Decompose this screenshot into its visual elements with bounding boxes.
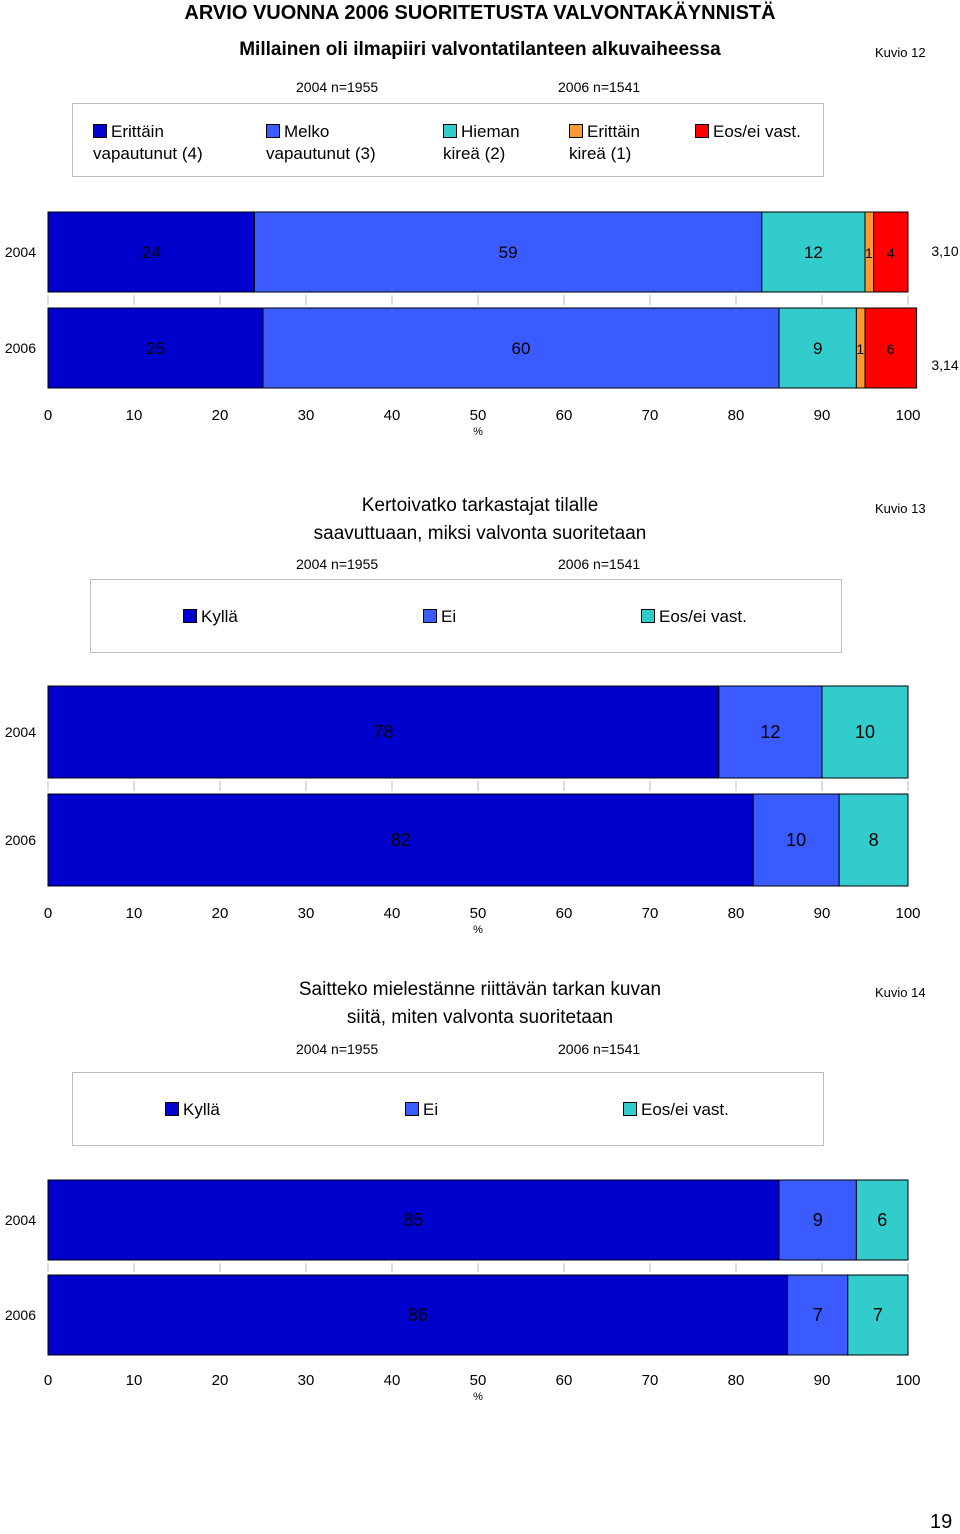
x-tick-label: 50	[469, 1372, 487, 1389]
x-tick-label: 0	[43, 905, 53, 922]
data-label: 7	[812, 1305, 823, 1325]
legend-item-melko-vapautunut	[266, 121, 376, 165]
x-tick-label: 80	[727, 1372, 745, 1389]
x-tick-label: 70	[641, 905, 659, 922]
data-label: 8	[868, 830, 879, 850]
legend-label: Ei	[423, 1100, 439, 1119]
legend-label-line1: Erittäin	[111, 122, 164, 141]
x-tick-label: 10	[125, 905, 143, 922]
legend-swatch-icon	[641, 609, 655, 623]
chart2-title-line1: Kertoivatko tarkastajat tilalle	[361, 495, 599, 516]
x-tick-label: 40	[383, 1372, 401, 1389]
x-tick-label: 80	[727, 905, 745, 922]
legend-label-line2: vapautunut (3)	[266, 144, 376, 163]
data-label: 1	[865, 245, 873, 261]
chart2-title	[250, 492, 710, 548]
chart2-kuvio-label: Kuvio 13	[875, 501, 926, 516]
x-tick-label: 60	[555, 1372, 573, 1389]
category-label-2006: 2006	[4, 340, 36, 356]
x-tick-label: 80	[727, 407, 745, 424]
legend-item-hieman-kirea	[443, 121, 520, 165]
legend-swatch-icon	[695, 124, 709, 138]
chart1-plot	[0, 190, 960, 450]
legend-item-eos	[695, 121, 801, 143]
data-label: 12	[803, 243, 823, 262]
data-label: 1	[856, 341, 865, 357]
data-label: 6	[886, 341, 895, 357]
data-label: 4	[886, 245, 895, 261]
x-tick-label: 0	[43, 1372, 53, 1389]
legend-label: Kyllä	[183, 1100, 220, 1119]
category-label-2006: 2006	[4, 1307, 36, 1323]
x-tick-label: 60	[555, 905, 573, 922]
chart3-title-line1: Saitteko mielestänne riittävän tarkan kuvan	[298, 979, 662, 1000]
legend-item-erittain-vapautunut	[93, 121, 203, 165]
data-label: 9	[812, 339, 823, 358]
x-tick-label: 70	[641, 1372, 659, 1389]
x-tick-label: 30	[297, 1372, 315, 1389]
legend-label-line1: Eos/ei vast.	[713, 122, 801, 141]
legend-item-ei	[405, 1099, 438, 1121]
legend-swatch-icon	[405, 1102, 419, 1116]
chart3-n-2006: 2006 n=1541	[558, 1041, 641, 1057]
x-tick-label: 60	[555, 407, 573, 424]
data-label: 12	[760, 722, 781, 742]
legend-swatch-icon	[623, 1102, 637, 1116]
chart2-title-line2: saavuttuaan, miksi valvonta suoritetaan	[313, 523, 647, 544]
legend-label: Ei	[441, 607, 457, 626]
data-label: 24	[141, 243, 161, 262]
x-tick-label: 30	[297, 905, 315, 922]
data-label: 9	[812, 1210, 823, 1230]
x-tick-label: 100	[895, 905, 921, 922]
legend-swatch-icon	[266, 124, 280, 138]
legend-swatch-icon	[569, 124, 583, 138]
x-tick-label: 50	[469, 905, 487, 922]
data-label: 25	[146, 339, 165, 358]
legend-label: Eos/ei vast.	[641, 1100, 729, 1119]
legend-swatch-icon	[93, 124, 107, 138]
legend-item-kylla	[165, 1099, 220, 1121]
category-label-2004: 2004	[4, 244, 36, 260]
x-tick-label: 90	[813, 407, 831, 424]
x-axis-label: %	[473, 426, 483, 438]
legend-swatch-icon	[443, 124, 457, 138]
data-label: 78	[373, 722, 394, 742]
legend-item-ei	[423, 606, 456, 628]
chart1-n-2004: 2004 n=1955	[296, 79, 379, 95]
page-title: ARVIO VUONNA 2006 SUORITETUSTA VALVONTAKÄYNNISTÄ	[184, 2, 776, 24]
chart3-legend	[72, 1072, 824, 1146]
legend-item-eos	[623, 1099, 729, 1121]
legend-label-line1: Hieman	[461, 122, 520, 141]
x-tick-label: 20	[211, 905, 229, 922]
legend-label: Eos/ei vast.	[659, 607, 747, 626]
average-label: 3,10	[931, 243, 959, 259]
chart3-n-2004: 2004 n=1955	[296, 1041, 379, 1057]
legend-label-line2: kireä (2)	[443, 144, 506, 163]
legend-item-erittain-kirea	[569, 121, 640, 165]
chart3-title-line2: siitä, miten valvonta suoritetaan	[346, 1007, 614, 1028]
data-label: 82	[390, 830, 411, 850]
category-label-2004: 2004	[4, 1212, 36, 1228]
legend-label-line2: kireä (1)	[569, 144, 632, 163]
x-tick-label: 90	[813, 1372, 831, 1389]
chart1-n-2006: 2006 n=1541	[558, 79, 641, 95]
data-label: 85	[403, 1210, 424, 1230]
legend-item-kylla	[183, 606, 238, 628]
chart2-n-2004: 2004 n=1955	[296, 556, 379, 572]
data-label: 59	[498, 243, 518, 262]
page-number: 19	[930, 1511, 953, 1533]
average-label: 3,14	[931, 357, 959, 373]
x-tick-label: 0	[43, 407, 53, 424]
data-label: 86	[407, 1305, 428, 1325]
x-tick-label: 20	[211, 1372, 229, 1389]
x-tick-label: 50	[469, 407, 487, 424]
x-axis-label: %	[473, 1391, 483, 1403]
x-tick-label: 40	[383, 407, 401, 424]
legend-label-line2: vapautunut (4)	[93, 144, 203, 163]
x-tick-label: 100	[895, 407, 921, 424]
chart3-plot	[0, 1165, 960, 1415]
chart1-kuvio-label: Kuvio 12	[875, 45, 926, 60]
chart1-legend	[72, 103, 824, 177]
data-label: 60	[511, 339, 531, 358]
legend-swatch-icon	[165, 1102, 179, 1116]
legend-item-eos	[641, 606, 747, 628]
category-label-2006: 2006	[4, 832, 36, 848]
legend-swatch-icon	[183, 609, 197, 623]
legend-label-line1: Erittäin	[587, 122, 640, 141]
data-label: 7	[872, 1305, 883, 1325]
category-label-2004: 2004	[4, 724, 36, 740]
x-tick-label: 30	[297, 407, 315, 424]
legend-label: Kyllä	[201, 607, 238, 626]
x-tick-label: 100	[895, 1372, 921, 1389]
legend-label-line1: Melko	[284, 122, 330, 141]
x-axis-label: %	[473, 924, 483, 936]
legend-swatch-icon	[423, 609, 437, 623]
x-tick-label: 40	[383, 905, 401, 922]
x-tick-label: 20	[211, 407, 229, 424]
data-label: 10	[786, 830, 807, 850]
x-tick-label: 10	[125, 1372, 143, 1389]
chart3-title	[230, 976, 730, 1032]
x-tick-label: 10	[125, 407, 143, 424]
data-label: 10	[854, 722, 876, 742]
chart2-plot	[0, 670, 960, 950]
chart1-title: Millainen oli ilmapiiri valvontatilanteen alkuvaiheessa	[239, 39, 721, 60]
x-tick-label: 90	[813, 905, 831, 922]
chart2-n-2006: 2006 n=1541	[558, 556, 641, 572]
chart3-kuvio-label: Kuvio 14	[875, 985, 926, 1000]
chart2-legend	[90, 579, 842, 653]
data-label: 6	[877, 1210, 888, 1230]
x-tick-label: 70	[641, 407, 659, 424]
